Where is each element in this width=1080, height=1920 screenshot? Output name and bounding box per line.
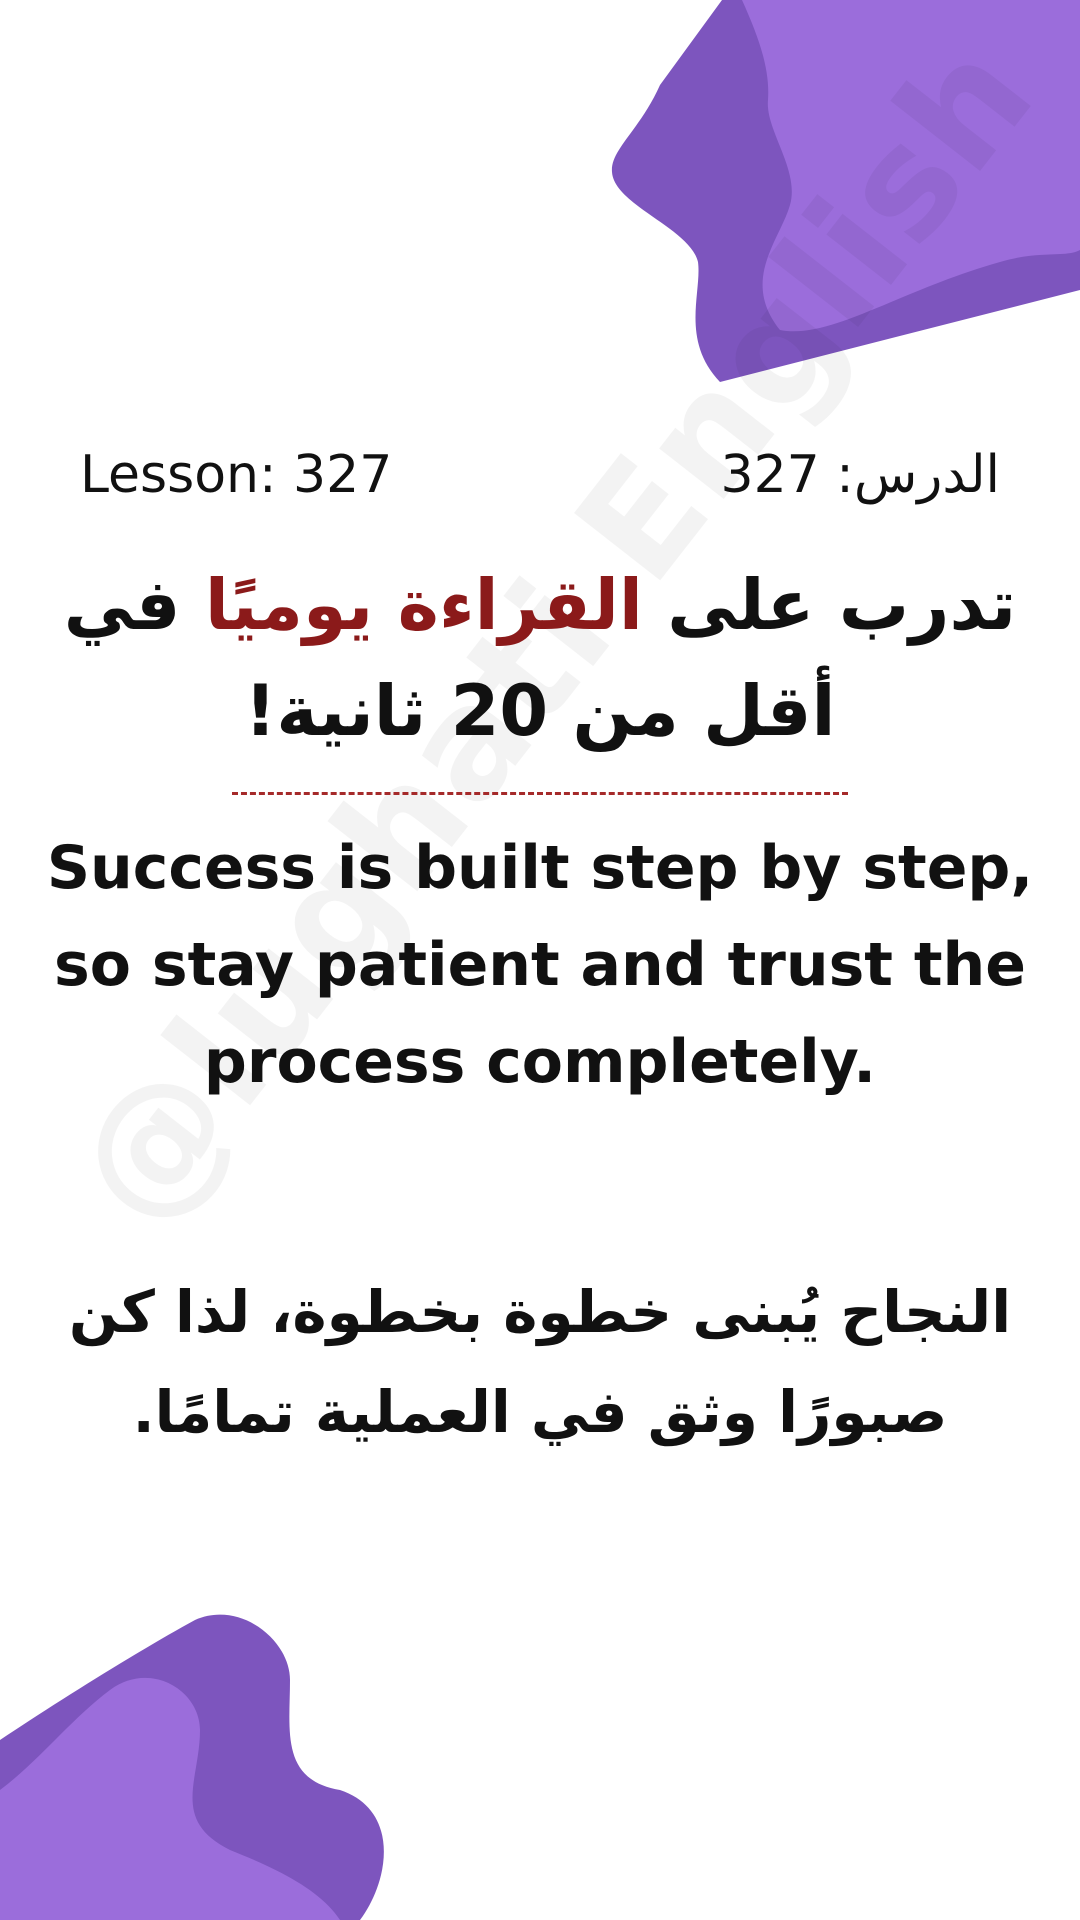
headline-highlight: القراءة يوميًا: [204, 564, 643, 646]
lesson-label-english: Lesson: 327: [80, 445, 393, 505]
lesson-label-arabic: الدرس: 327: [720, 445, 1000, 505]
headline-line-1: [40, 552, 1040, 658]
quote-arabic: النجاح يُبنى خطوة بخطوة، لذا كن صبورًا وثق في العملية تمامًا.: [68, 1278, 1012, 1446]
headline-part-2: في: [63, 564, 205, 646]
decorative-blob-bottom: [0, 1600, 1080, 1920]
lesson-header: [80, 440, 1000, 510]
dashed-divider: [232, 792, 848, 795]
headline-part-1: تدرب على: [642, 564, 1017, 646]
headline: [40, 552, 1040, 764]
headline-line-2: أقل من 20 ثانية!: [244, 670, 836, 752]
quote-english: Success is built step by step, so stay patient and trust the process completely.: [46, 833, 1034, 1097]
